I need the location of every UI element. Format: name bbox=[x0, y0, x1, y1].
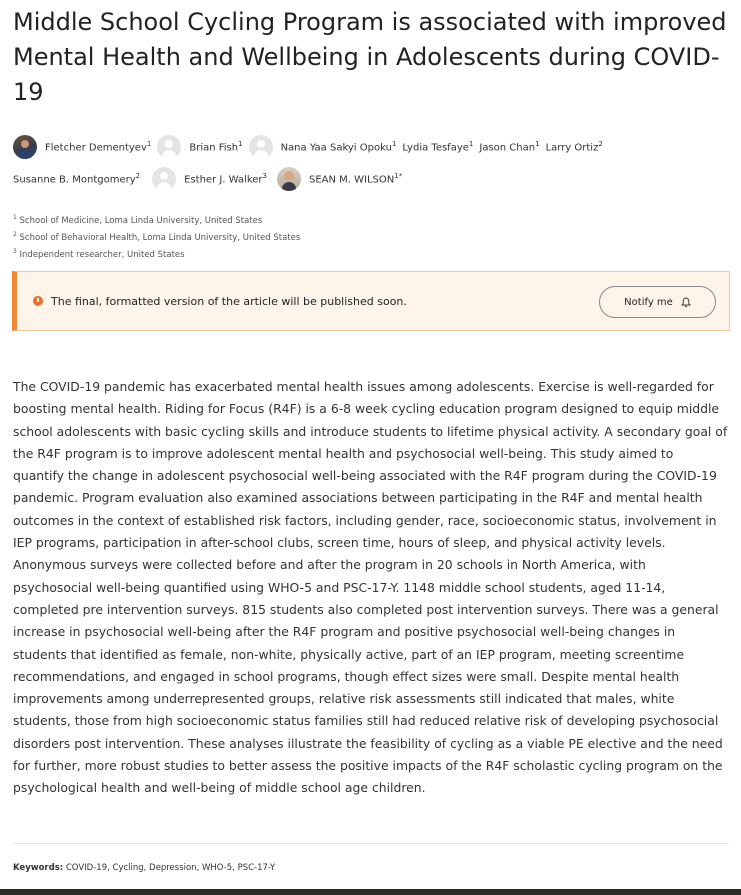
author-name: Esther J. Walker bbox=[184, 174, 263, 186]
affiliation-sup: 1 bbox=[238, 140, 243, 149]
user-placeholder-icon bbox=[157, 135, 181, 159]
notice-text: The final, formatted version of the article will be published soon. bbox=[51, 294, 407, 308]
affiliation-sup: 2 bbox=[135, 172, 141, 181]
affiliation-sup: 1 bbox=[535, 140, 540, 149]
keywords-label: Keywords: bbox=[13, 863, 64, 873]
author-esther-walker[interactable] bbox=[152, 167, 267, 191]
author-name: Jason Chan bbox=[479, 142, 536, 154]
author-jason-chan[interactable] bbox=[479, 140, 539, 153]
affiliation-item: $^2$ School of Behavioral Health, Loma Linda University, United States bbox=[13, 230, 301, 243]
author-name: Brian Fish bbox=[189, 142, 239, 154]
author-sean-wilson[interactable] bbox=[277, 167, 402, 191]
notify-me-button[interactable] bbox=[599, 286, 716, 318]
user-placeholder-icon bbox=[249, 135, 273, 159]
author-name: SEAN M. WILSON bbox=[308, 174, 395, 186]
abstract-text: The COVID-19 pandemic has exacerbated mental health issues among adolescents. Exercise is well-regarded for boosting mental health. Riding for Focus (R4F) is a 6-8 week cycling education program designed to equip middle school adolescents with basic cycling skills and introduce students to lifetime physical activity. A secondary goal of the R4F program is to improve adolescent mental health and psychosocial well-being. This study aimed to quantify the change in adolescent psychosocial well-being associated with the R4F program during the COVID-19 pandemic. Program evaluation also examined associations between participating in the R4F and mental health outcomes in the context of established risk factors, including gender, race, socioeconomic status, involvement in IEP programs, participation in after-school clubs, screen time, hours of sleep, and physical activity levels. Anonymous surveys were collected before and after the program in 20 schools in North America, with psychosocial well-being quantified using WHO-5 and PSC-17-Y. 1148 middle school students, aged 11-14, completed pre intervention surveys. 815 students also completed post intervention surveys. There was a general increase in psychosocial well-being after the R4F program and positive psychosocial well-being changes in students that identified as female, non-white, physically active, part of an IEP program, meeting screentime recommendations, and engaged in school programs, though effect sizes were small. Despite mental health improvements among underrepresented groups, relative risk assessments still indicated that males, white students, those from high socioeconomic status families still had reduced relative risk of developing psychosocial disorders post intervention. These analyses illustrate the feasibility of cycling as a viable PE elective and the need for further, more robust studies to better assess the positive impacts of the R4F scholastic cycling program on the psychological health and well-being of middle school age children. bbox=[13, 379, 728, 796]
divider bbox=[13, 843, 729, 844]
publication-notice-banner bbox=[12, 271, 730, 331]
affiliation-sup: 1 bbox=[468, 140, 474, 149]
affiliation-sup: 1 bbox=[391, 140, 397, 149]
notify-me-label: Notify me bbox=[624, 296, 673, 308]
author-photo-avatar bbox=[277, 167, 301, 191]
author-name: Susanne B. Montgomery bbox=[13, 174, 136, 186]
affiliation-sup: 2 bbox=[598, 140, 603, 149]
author-row-2 bbox=[13, 164, 733, 194]
affiliation-sup: 1* bbox=[394, 172, 403, 181]
alert-circle-icon bbox=[33, 296, 43, 306]
affiliation-sup: 3 bbox=[262, 172, 267, 181]
affiliation-sup: 1 bbox=[146, 140, 152, 149]
author-larry-ortiz[interactable] bbox=[546, 140, 603, 153]
author-list bbox=[13, 132, 733, 196]
user-placeholder-icon bbox=[152, 167, 176, 191]
bell-icon bbox=[681, 297, 691, 308]
author-name: Nana Yaa Sakyi Opoku bbox=[280, 142, 392, 154]
keywords-list: COVID-19, Cycling, Depression, WHO-5, PSC-17-Y bbox=[65, 863, 276, 873]
author-lydia-tesfaye[interactable] bbox=[402, 140, 473, 153]
author-row-1 bbox=[13, 132, 733, 162]
author-photo-avatar bbox=[13, 135, 37, 159]
author-name: Lydia Tesfaye bbox=[402, 142, 469, 154]
affiliation-list bbox=[13, 211, 613, 261]
author-name: Fletcher Dementyev bbox=[45, 142, 147, 154]
author-nana-yaa-sakyi-opoku[interactable] bbox=[249, 135, 397, 159]
article-title: Middle School Cycling Program is associated with improved Mental Health and Wellbeing in Adolescents during COVID-19 bbox=[13, 8, 727, 106]
affiliation-item: $^3$ Independent researcher, United States bbox=[13, 247, 185, 260]
author-susanne-montgomery[interactable] bbox=[13, 172, 140, 185]
keywords bbox=[13, 863, 275, 873]
author-brian-fish[interactable] bbox=[157, 135, 242, 159]
affiliation-item: $^1$ School of Medicine, Loma Linda University, United States bbox=[13, 214, 263, 226]
author-name: Larry Ortiz bbox=[545, 142, 599, 154]
author-fletcher-dementyev[interactable] bbox=[13, 135, 151, 159]
bottom-bar bbox=[0, 889, 741, 895]
